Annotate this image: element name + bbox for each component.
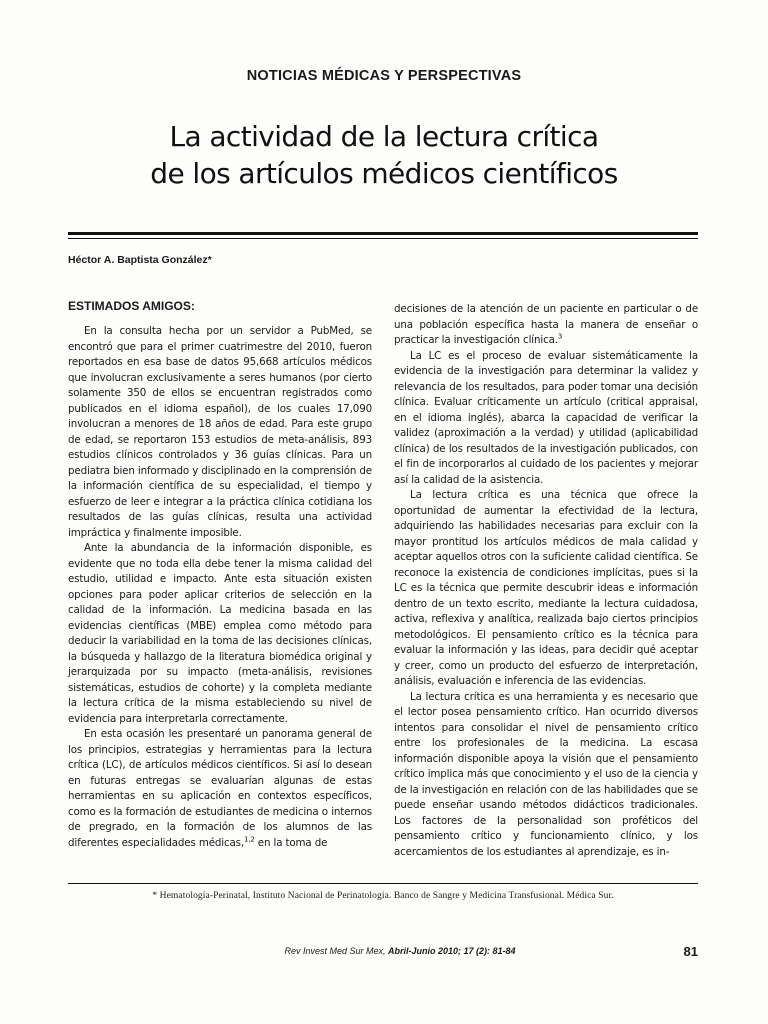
article-title-line-1: La actividad de la lectura crítica	[169, 120, 599, 153]
reference-superscript: 1,2	[244, 835, 255, 844]
title-rule-thin	[68, 238, 698, 239]
paragraph-text-tail: en la toma de	[254, 836, 328, 849]
article-title	[0, 118, 768, 192]
author-name: Héctor A. Baptista González*	[68, 254, 212, 266]
paragraph: La lectura crítica es una herramienta y es necesario que el lector posea pensamiento crítico. Han ocurrido diversos intentos para consolidar el nivel de pensamiento crítico entre los profesionales de la medicina. La escasa información disponible apoya la visión que el pensamiento crítico implica más que conocimiento y el uso de la ciencia y de la investigación en relación con de las habilidades que se puede enseñar usando métodos didácticos tradicionales. Los factores de la personalidad son proféticos del pensamiento crítico y funcionamiento clínico, y los acercamientos de los estudiantes al aprendizaje, es in-	[394, 690, 698, 858]
right-column	[394, 302, 698, 860]
reference-superscript: 3	[557, 332, 563, 341]
section-header: NOTICIAS MÉDICAS Y PERSPECTIVAS	[246, 68, 522, 84]
paragraph-text: decisiones de la atención de un paciente en particular o de una población específica hasta la manera de enseñar o practicar la investigación clínica.	[394, 303, 698, 346]
paragraph	[68, 727, 372, 851]
paragraph	[394, 302, 698, 349]
left-column	[68, 298, 372, 851]
paragraph: La LC es el proceso de evaluar sistemáticamente la evidencia de la investigación para determinar la validez y relevancia de los resultados, para poder tomar una decisión clínica. Evaluar críticamente un artículo (critical appraisal, en el idioma inglés), abarca la capacidad de verificar la validez (aproximación a la verdad) y utilidad (aplicabilidad clínica) de los resultados de la investigación publicados, con el fin de incorporarlos al cuidado de los pacientes y mejorar así la calidad de la asistencia.	[394, 349, 698, 486]
journal-citation	[200, 946, 600, 956]
paragraph: Ante la abundancia de la información disponible, es evidente que no toda ella debe tener la misma calidad del estudio, utilidad e impacto. Ante esta situación existen opciones para poder aplicar criterios de selección en la calidad de la información. La medicina basada en las evidencias científicas (MBE) emplea como método para deducir la variabilidad en la toma de las decisiones clínicas, la búsqueda y hallazgo de la literatura biomédica original y jerarquizada por su impacto (meta-análisis, revisiones sistemáticas, estudios de cohorte) y la completa mediante la lectura crítica de la misma estableciendo su nivel de evidencia para interpretarla correctamente.	[68, 542, 372, 725]
paragraph: La lectura crítica es una técnica que ofrece la oportunidad de aumentar la efectividad de la lectura, adquiriendo las habilidades necesarias para excluir con la mayor prontitud los artículos médicos de mala calidad y aceptar aquellos otros con la suficiente calidad científica. Se reconoce la existencia de condiciones implícitas, pues si la LC es la técnica que permite descubrir ideas e información dentro de un texto escrito, mediante la lectura cuidadosa, activa, reflexiva y analítica, realizada bajo ciertos principios metodológicos. El pensamiento crítico es la técnica para evaluar la información y las ideas, para decidir qué aceptar y creer, como un producto del esfuerzo de interpretación, análisis, evaluación e inferencia de las evidencias.	[394, 489, 698, 687]
journal-name: Rev Invest Med Sur Mex,	[284, 946, 388, 956]
journal-issue: Abril-Junio 2010; 17 (2): 81-84	[388, 946, 516, 956]
paragraph: En la consulta hecha por un servidor a PubMed, se encontró que para el primer cuatrimestre del 2010, fueron reportados en esa base de datos 95,668 artículos médicos que involucran exclusivamente a seres humanos (por cierto solamente 350 de ellos se encuentran registrados como publicados en el idioma español), de los cuales 17,090 involucran a menores de 18 años de edad. Para este grupo de edad, se reportaron 153 estudios de meta-análisis, 893 estudios clínicos controlados y 36 guías clínicas. Para un pediatra bien informado y disciplinado en la comprensión de la información científica de su especialidad, el tiempo y esfuerzo de leer e integrar a la práctica clínica cotidiana los resultados de las guías clínicas, resulta una actividad impráctica y finalmente imposible.	[68, 325, 372, 539]
article-title-line-2: de los artículos médicos científicos	[150, 157, 618, 190]
page-number: 81	[683, 944, 698, 959]
paragraph-text: En esta ocasión les presentaré un panorama general de los principios, estrategias y herramientas para la lectura crítica (LC), de artículos médicos científicos. Si así lo desean en futuras entregas se evaluarían algunas de estas herramientas en su aplicación en contextos específicos, como es la formación de estudiantes de medicina o internos de pregrado, en la formación de los alumnos de las diferentes especialidades médicas,	[68, 728, 372, 849]
title-rule-thick	[68, 232, 698, 235]
section-heading: ESTIMADOS AMIGOS:	[68, 299, 195, 313]
footnote: * Hematología-Perinatal, Instituto Nacional de Perinatología. Banco de Sangre y Medicina Transfusional. Médica Sur.	[152, 891, 614, 901]
footnote-rule	[68, 883, 698, 884]
